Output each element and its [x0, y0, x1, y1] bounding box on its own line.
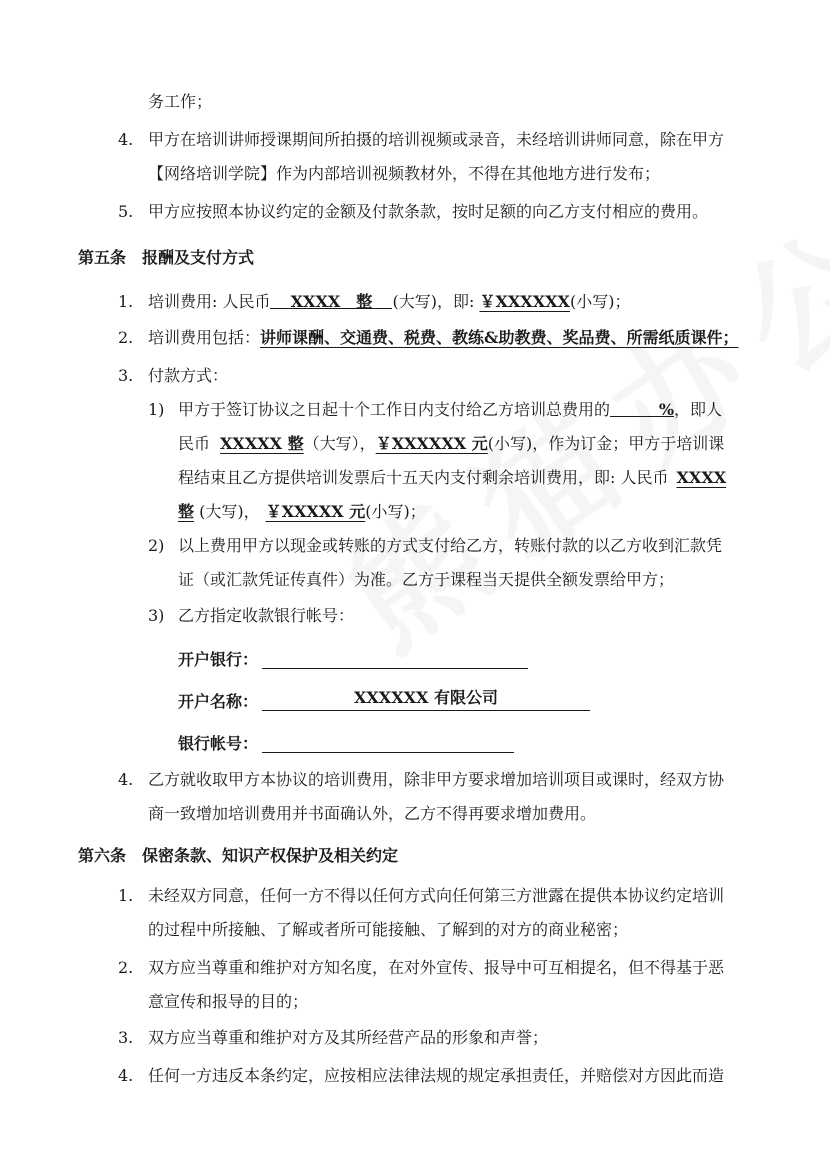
deposit-mid: （大写）， [303, 434, 376, 453]
list-item-text: 【网络培训学院】作为内部培训视频教材外，不得在其他地方进行发布； [148, 164, 661, 183]
list-number: 4. [118, 1066, 134, 1085]
sub-item-text [178, 466, 726, 490]
sub-item-text [178, 398, 722, 422]
list-number: 2. [118, 958, 134, 977]
balance-post: (小写)； [365, 502, 426, 521]
balance-amount-uppercase: XXXX [676, 468, 727, 487]
list-item-text: 意宣传和报导的目的； [148, 992, 309, 1011]
deposit-currency: 民币 [178, 434, 211, 453]
fee-mid: (大写)，即: [392, 292, 480, 311]
account-name-field[interactable]: XXXXXX 有限公司 [262, 686, 590, 711]
list-number: 2. [118, 328, 134, 347]
list-item-text: 商一致增加培训费用并书面确认外，乙方不得再要求增加费用。 [148, 804, 597, 823]
sub-list-number: 1) [148, 400, 165, 419]
balance-amount-uppercase-end: 整 [178, 502, 195, 521]
fee-line [148, 290, 630, 314]
list-item-text: 乙方就收取甲方本协议的培训费用，除非甲方要求增加培训项目或课时，经双方协 [148, 770, 725, 789]
fee-includes-label: 培训费用包括： [148, 328, 261, 347]
account-number-field[interactable] [262, 728, 514, 753]
list-item-text: 甲方应按照本协议约定的金额及付款条款，按时足额的向乙方支付相应的费用。 [148, 202, 709, 221]
list-number: 4. [118, 130, 134, 149]
list-item-text: 甲方在培训讲师授课期间所拍摄的培训视频或录音，未经培训讲师同意，除在甲方 [148, 130, 725, 149]
list-item-text: 双方应当尊重和维护对方知名度，在对外宣传、报导中可互相提名，但不得基于恶 [148, 958, 725, 977]
sub-list-number: 3) [148, 606, 165, 625]
fee-amount-uppercase: XXXX 整 [270, 290, 392, 309]
fee-includes-line [148, 326, 738, 350]
section-heading: 第六条 保密条款、知识产权保护及相关约定 [78, 846, 399, 865]
bank-name-label: 开户银行： [178, 650, 259, 669]
account-name-label: 开户名称： [178, 692, 259, 711]
sub-item-text: 乙方指定收款银行帐号： [178, 606, 355, 625]
list-item-text: 任何一方违反本条约定，应按相应法律法规的规定承担责任，并赔偿对方因此而造 [148, 1066, 725, 1085]
list-item-text: 的过程中所接触、了解或者所可能接触、了解到的对方的商业秘密； [148, 920, 629, 939]
deposit-text-end: ，即人 [674, 400, 723, 419]
account-number-label: 银行帐号： [178, 734, 259, 753]
list-item-text: 双方应当尊重和维护对方及其所经营产品的形象和声誉； [148, 1028, 549, 1047]
balance-text: 程结束且乙方提供培训发票后十五天内支付剩余培训费用，即: 人民币 [178, 468, 669, 487]
deposit-amount-uppercase: XXXXX 整 [220, 434, 304, 453]
balance-amount-lowercase: ￥XXXXX 元 [265, 502, 366, 521]
list-number: 5. [118, 202, 134, 221]
list-item-text: 未经双方同意，任何一方不得以任何方式向任何第三方泄露在提供本协议约定培训 [148, 886, 725, 905]
fee-post: (小写)； [569, 292, 631, 311]
list-number: 1. [118, 292, 134, 311]
sub-item-text [178, 432, 724, 456]
list-number: 3. [118, 366, 134, 385]
fee-amount-lowercase: ￥XXXXXX [479, 292, 570, 311]
deposit-amount-lowercase: ￥XXXXXX 元 [375, 434, 488, 453]
deposit-text: 甲方于签订协议之日起十个工作日内支付给乙方培训总费用的 [178, 400, 611, 419]
sub-item-text [178, 500, 426, 524]
sub-list-number: 2) [148, 536, 165, 555]
bank-name-field[interactable] [262, 644, 528, 669]
list-number: 4. [118, 770, 134, 789]
fee-includes-items: 讲师课酬、交通费、税费、教练&助教费、奖品费、所需纸质课件； [260, 328, 739, 347]
list-number: 1. [118, 886, 134, 905]
payment-method-label: 付款方式： [148, 366, 229, 385]
section-heading: 第五条 报酬及支付方式 [78, 248, 255, 267]
fee-label: 培训费用: 人民币 [148, 292, 271, 311]
watermark [304, 163, 830, 683]
deposit-post: (小写)，作为订金；甲方于培训课 [487, 434, 725, 453]
sub-item-text: 以上费用甲方以现金或转账的方式支付给乙方，转账付款的以乙方收到汇款凭 [178, 536, 723, 555]
prev-line: 务工作； [148, 92, 213, 111]
deposit-percent: % [610, 398, 674, 417]
balance-mid: (大写)， [194, 502, 260, 521]
sub-item-text: 证（或汇款凭证传真件）为准。乙方于课程当天提供全额发票给甲方； [178, 570, 675, 589]
list-number: 3. [118, 1028, 134, 1047]
